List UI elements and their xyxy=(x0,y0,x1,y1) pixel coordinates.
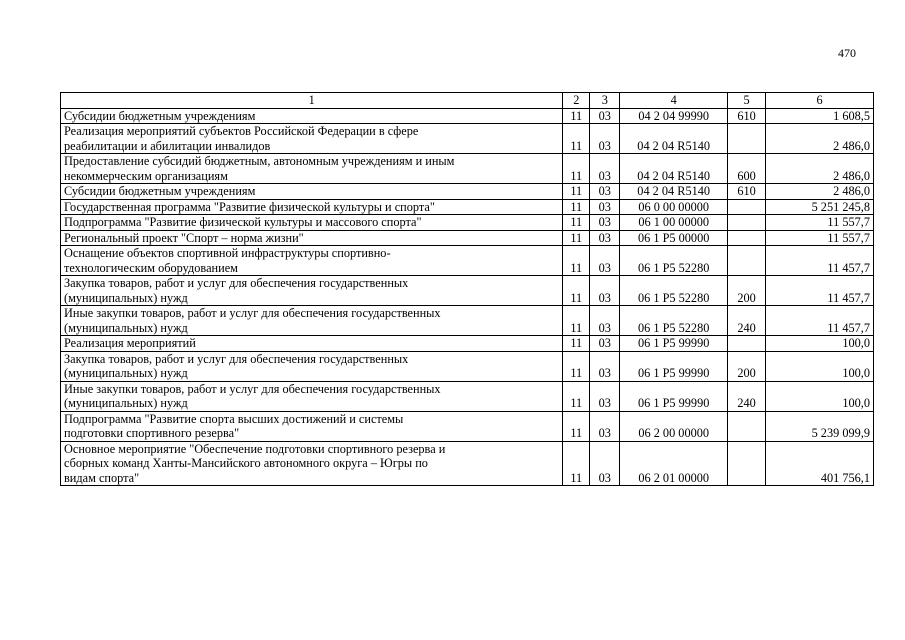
row-name-cell: Субсидии бюджетным учреждениям xyxy=(61,184,563,200)
expense-type-cell: 200 xyxy=(728,351,766,381)
table-row xyxy=(61,306,874,336)
header-cell: 1 xyxy=(61,93,563,109)
subsection-code-cell: 03 xyxy=(590,246,620,276)
expense-type-cell xyxy=(728,246,766,276)
amount-cell: 5 251 245,8 xyxy=(766,199,874,215)
amount-cell: 11 457,7 xyxy=(766,246,874,276)
table-row xyxy=(61,230,874,246)
target-article-cell: 06 1 P5 99990 xyxy=(620,351,728,381)
header-cell: 3 xyxy=(590,93,620,109)
section-code-cell: 11 xyxy=(563,108,590,124)
amount-cell: 11 557,7 xyxy=(766,230,874,246)
header-cell: 5 xyxy=(728,93,766,109)
target-article-cell: 06 1 P5 52280 xyxy=(620,246,728,276)
amount-cell: 11 457,7 xyxy=(766,306,874,336)
amount-cell: 5 239 099,9 xyxy=(766,411,874,441)
table-row xyxy=(61,276,874,306)
section-code-cell: 11 xyxy=(563,230,590,246)
amount-cell: 2 486,0 xyxy=(766,184,874,200)
target-article-cell: 04 2 04 R5140 xyxy=(620,154,728,184)
subsection-code-cell: 03 xyxy=(590,351,620,381)
target-article-cell: 06 1 P5 99990 xyxy=(620,381,728,411)
expense-type-cell: 600 xyxy=(728,154,766,184)
target-article-cell: 06 2 00 00000 xyxy=(620,411,728,441)
section-code-cell: 11 xyxy=(563,441,590,486)
row-name-cell: Закупка товаров, работ и услуг для обеспечения государственных (муниципальных) нужд xyxy=(61,276,563,306)
header-cell: 2 xyxy=(563,93,590,109)
subsection-code-cell: 03 xyxy=(590,184,620,200)
section-code-cell: 11 xyxy=(563,381,590,411)
table-row xyxy=(61,124,874,154)
target-article-cell: 04 2 04 99990 xyxy=(620,108,728,124)
subsection-code-cell: 03 xyxy=(590,411,620,441)
amount-cell: 401 756,1 xyxy=(766,441,874,486)
expense-type-cell: 200 xyxy=(728,276,766,306)
budget-table xyxy=(60,92,874,486)
subsection-code-cell: 03 xyxy=(590,381,620,411)
header-cell: 6 xyxy=(766,93,874,109)
row-name-cell: Государственная программа "Развитие физической культуры и спорта" xyxy=(61,199,563,215)
table-row xyxy=(61,246,874,276)
table-row xyxy=(61,199,874,215)
row-name-cell: Реализация мероприятий xyxy=(61,336,563,352)
expense-type-cell xyxy=(728,411,766,441)
section-code-cell: 11 xyxy=(563,199,590,215)
amount-cell: 2 486,0 xyxy=(766,124,874,154)
section-code-cell: 11 xyxy=(563,184,590,200)
target-article-cell: 06 1 00 00000 xyxy=(620,215,728,231)
table-row xyxy=(61,215,874,231)
row-name-cell: Иные закупки товаров, работ и услуг для обеспечения государственных (муниципальных) нужд xyxy=(61,306,563,336)
expense-type-cell xyxy=(728,215,766,231)
row-name-cell: Закупка товаров, работ и услуг для обеспечения государственных (муниципальных) нужд xyxy=(61,351,563,381)
header-row xyxy=(61,93,874,109)
row-name-cell: Оснащение объектов спортивной инфраструктуры спортивно- технологическим оборудованием xyxy=(61,246,563,276)
target-article-cell: 04 2 04 R5140 xyxy=(620,124,728,154)
expense-type-cell: 240 xyxy=(728,306,766,336)
table-row xyxy=(61,381,874,411)
section-code-cell: 11 xyxy=(563,306,590,336)
target-article-cell: 04 2 04 R5140 xyxy=(620,184,728,200)
target-article-cell: 06 1 P5 52280 xyxy=(620,306,728,336)
row-name-cell: Подпрограмма "Развитие спорта высших достижений и системы подготовки спортивного резерва" xyxy=(61,411,563,441)
section-code-cell: 11 xyxy=(563,124,590,154)
row-name-cell: Реализация мероприятий субъектов Российской Федерации в сфере реабилитации и абилитации инвалидов xyxy=(61,124,563,154)
section-code-cell: 11 xyxy=(563,154,590,184)
table-row xyxy=(61,351,874,381)
header-cell: 4 xyxy=(620,93,728,109)
amount-cell: 100,0 xyxy=(766,381,874,411)
table-row xyxy=(61,441,874,486)
expense-type-cell: 240 xyxy=(728,381,766,411)
table-row xyxy=(61,108,874,124)
amount-cell: 100,0 xyxy=(766,351,874,381)
target-article-cell: 06 2 01 00000 xyxy=(620,441,728,486)
table-row xyxy=(61,154,874,184)
table-row xyxy=(61,184,874,200)
row-name-cell: Иные закупки товаров, работ и услуг для обеспечения государственных (муниципальных) нужд xyxy=(61,381,563,411)
section-code-cell: 11 xyxy=(563,351,590,381)
subsection-code-cell: 03 xyxy=(590,441,620,486)
amount-cell: 11 557,7 xyxy=(766,215,874,231)
target-article-cell: 06 1 P5 99990 xyxy=(620,336,728,352)
section-code-cell: 11 xyxy=(563,276,590,306)
subsection-code-cell: 03 xyxy=(590,306,620,336)
amount-cell: 11 457,7 xyxy=(766,276,874,306)
expense-type-cell xyxy=(728,336,766,352)
table-row xyxy=(61,336,874,352)
page-number: 470 xyxy=(838,46,856,60)
row-name-cell: Региональный проект "Спорт – норма жизни" xyxy=(61,230,563,246)
target-article-cell: 06 1 P5 52280 xyxy=(620,276,728,306)
table-body xyxy=(61,108,874,486)
expense-type-cell: 610 xyxy=(728,108,766,124)
expense-type-cell xyxy=(728,441,766,486)
section-code-cell: 11 xyxy=(563,215,590,231)
row-name-cell: Предоставление субсидий бюджетным, автономным учреждениям и иным некоммерческим организациям xyxy=(61,154,563,184)
subsection-code-cell: 03 xyxy=(590,336,620,352)
subsection-code-cell: 03 xyxy=(590,215,620,231)
section-code-cell: 11 xyxy=(563,336,590,352)
subsection-code-cell: 03 xyxy=(590,276,620,306)
subsection-code-cell: 03 xyxy=(590,230,620,246)
expense-type-cell xyxy=(728,124,766,154)
amount-cell: 2 486,0 xyxy=(766,154,874,184)
target-article-cell: 06 0 00 00000 xyxy=(620,199,728,215)
table-row xyxy=(61,411,874,441)
subsection-code-cell: 03 xyxy=(590,199,620,215)
amount-cell: 1 608,5 xyxy=(766,108,874,124)
subsection-code-cell: 03 xyxy=(590,124,620,154)
row-name-cell: Основное мероприятие "Обеспечение подготовки спортивного резерва и сборных команд Ханты-Мансийского автономного округа – Югры по видам спорта" xyxy=(61,441,563,486)
expense-type-cell xyxy=(728,230,766,246)
target-article-cell: 06 1 P5 00000 xyxy=(620,230,728,246)
subsection-code-cell: 03 xyxy=(590,154,620,184)
amount-cell: 100,0 xyxy=(766,336,874,352)
expense-type-cell xyxy=(728,199,766,215)
expense-type-cell: 610 xyxy=(728,184,766,200)
section-code-cell: 11 xyxy=(563,246,590,276)
row-name-cell: Подпрограмма "Развитие физической культуры и массового спорта" xyxy=(61,215,563,231)
section-code-cell: 11 xyxy=(563,411,590,441)
row-name-cell: Субсидии бюджетным учреждениям xyxy=(61,108,563,124)
subsection-code-cell: 03 xyxy=(590,108,620,124)
